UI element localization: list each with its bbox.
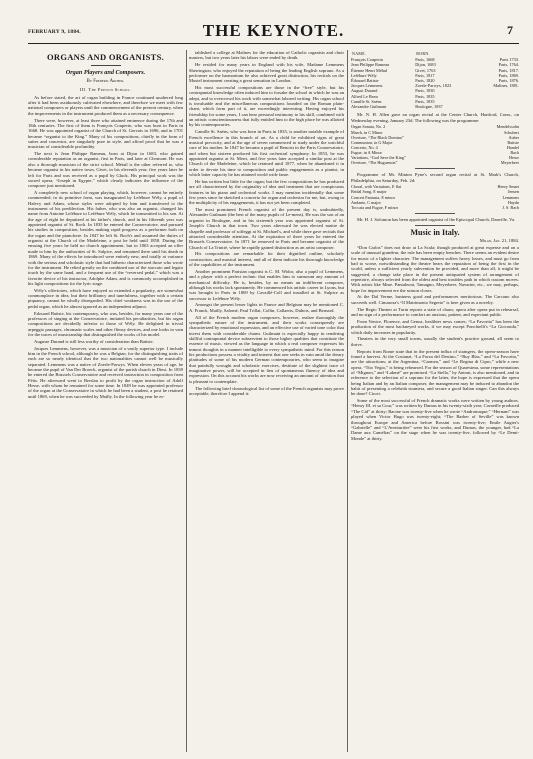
table-cell: Batiste: [507, 139, 519, 145]
article-paragraph: His compositions are remarkable for their dignified outline, scholarly construction, and musical interest, and all of them indicate his thorough knowledge of the capabilities of the instrument.: [189, 251, 344, 268]
article-paragraph: All of the French modern organ composers, however, realize thoroughly the sympathetic nature of the instrument, and their works consequently are characterized by emotional expression, and an effective use of varied tone color that invest them with considerable charm. Guilmant is especially happy in rendering skillful contrapuntal device subservient to those higher qualities that constitute the essence of music, viewed as the language in which a real composer expresses his inmost thoughts in a manner intelligible to every sympathetic mind. For this reason his productions possess a vitality and interest that one seeks in vain amid the dreary platitudes of some of his modern German contemporaries, who seem to imagine that painfully wrought and scholastic exercises, destitute of the slightest trace of imaginative power, will be accepted in lieu of spontaneous fluency of idea and expression. On this account his works are now receiving an amount of attention that is pleasant to contemplate.: [189, 314, 344, 384]
table-cell: Concerto, No. 4: [351, 144, 378, 150]
table-cell: Paris, 1817: [415, 72, 435, 78]
column-divider: [186, 50, 187, 752]
column-3: [351, 50, 519, 750]
table-cell: Étienne Henri Méhul: [351, 67, 388, 73]
solomon-note: Mr. H. J. Solomon has been appointed organist of the Episcopal Church, Danville, Va.: [357, 216, 516, 222]
article-paragraph: He has written but little for the organ; but the few compositions he has produced are all characterized by the originality of idea and treatment that are conspicuous features in his piano and orchestral works. I may mention incidentally that some few years since he sketched a concerto for organ and orchestra for me, but, owing to the multiplicity of his engagements, it has not yet been completed.: [189, 178, 344, 206]
music-in-italy-body: [351, 245, 519, 441]
table-cell: J. S. Bach: [502, 204, 519, 210]
section-rule: [415, 213, 455, 214]
organist-chronology-table: [351, 50, 519, 109]
section-rule: [415, 168, 455, 169]
column-1: [28, 50, 183, 750]
table-cell: Paris, 1835: [415, 98, 435, 104]
table-cell: Paris, 1830: [415, 88, 435, 94]
table-cell: Édouard Batiste: [351, 78, 379, 84]
table-cell: Lefébure Wély: [351, 72, 377, 78]
table-cell: Variations, “God Save the King”: [351, 154, 406, 160]
column-divider: [347, 50, 348, 752]
table-header: [476, 50, 519, 57]
music-paragraph: From Venice, Florence, and Genoa, healthier news comes; “La Favorita” has been the production of the most hackneyed works, if we may except Ponchielli's “La Gioconda,” which daily increases in popularity.: [351, 318, 519, 335]
music-in-italy-heading: Music in Italy.: [410, 228, 460, 238]
article-paragraph: His most successful compositions are those in the “free” style, but his contrapuntal knowledge often induced him to forsake the school in which he was an adept, and to overcrowd his work with somewhat labored writing. His organ school is invaluable and the miscellaneous compositions founded on the Roman plain-chant, which form part of it, are exceedingly interesting. Having enjoyed his friendship for some years, I can bear personal testimony to his skill, combined with an artistic conscientiousness that fully entitled him to the high place he was allotted by his contemporaries.: [189, 85, 344, 128]
music-paragraph: The Regio Theater at Turin reports a state of chaos; opera after opera put in rehearsal, and no sign of a performance to comfort an anxious, patient, and expectant public.: [351, 306, 519, 317]
article-paragraph: Edouard Batiste, his contemporary, who was, besides, for many years one of the professors of singing at the Conservatoire, imitated his peculiarities, but his organ compositions are decidedly inferior to those of Wély. He delighted in trivial arpeggio passages, chromatic scales and other flimsy devices, and one looks in vain for the traces of musicianship that distinguished the works of his model.: [28, 310, 183, 337]
column-1-body: [28, 95, 183, 399]
table-header: BORN.: [416, 51, 430, 56]
article-paragraph: There were, however, at least three who attained eminence during the 17th and 18th centuries. The first of them is François Couperin, who was born in Paris in 1668. He was appointed organist of the Church of St. Gervais in 1696, and in 1701 became “organist to the King.” Many of his compositions, chiefly in the form of suites and concertos, are singularly pure in style, and afford proof that he was a musician of considerable profundity.: [28, 117, 183, 150]
article-paragraph: Jacques Lemmens, however, was a musician of a vastly superior type. I include him in the French school, although he was a Belgian, for the distinguishing traits of each are so nearly identical that the two nationalities cannot well be musically separated. Lemmens was a native of Zoerle-Parwys. When eleven years of age, he became the pupil of Van Der Broeck, organist of the parish church in Diest. In 1839 he entered the Brussels Conservatoire and received instruction in composition from Fétis. He afterward went to Breslau to profit by the organ instruction of Adolf Hesse, with whom he remained for some time. In 1849 he was appointed professor of the organ at the Conservatoire in which he had been a student, a post he retained until 1869, when he was succeeded by Mailly. In the following year he es-: [28, 345, 183, 399]
article-heading: ORGANS AND ORGANISTS.: [46, 52, 165, 62]
article-paragraph: The next is Jean Philippe Rameau, born at Dijon in 1683, who gained considerable reputation as an organist, first in Paris, and later at Clermont. He was also a thorough musician of the strict school. Métail is the other referred to, who became organist in his native town, Givet, in his eleventh year; five years later he left for Paris and was received as a pupil by Gluck. His principal work was the sacred opera, “Joseph in Egypte,” which clearly indicates the influence of the composer just mentioned.: [28, 151, 183, 189]
article-paragraph: Camille St. Saëns, who was born in Paris in 1835, is another notable example of French excellence in this branch of art. As a child he exhibited signs of great musical precocity, and at the age of seven commenced to study under the watchful care of his mother. In 1847 he became a pupil of Benoist in the Paris Conservatoire, and when but sixteen produced his first orchestral symphony. In 1853, he was appointed organist at St. Merri, and five years later accepted a similar post at the Church of the Madeleine, which he retained until 1877, when he abandoned it in order to devote his time to composition and public engagements as a pianist, in which latter capacity he has attained world wide fame.: [189, 129, 344, 178]
table-header: NAME.: [352, 51, 367, 56]
article-paragraph: A completely new school of organ playing, which, however, cannot be entirely commended, in its primitive form, was inaugurated by Lefébure Wély, a pupil of Halevy and Adam, whose styles were adopted by him and transferred to the instrument of his predilection. His father, who was also an organist, changed his name from Antoine Lefébure to Lefébure Wély, which he transmitted to his son. At the age of eight he deputized at his father's church, and in his fifteenth year was appointed organist of St. Roch. In 1835 he entered the Conservatoire, and pursued his studies in composition, besides making rapid progress as a performer both on the organ and the pianoforte. In 1847 he left St. Roch's and assumed the duties of organist at the Church of the Madeleine, a post he held until 1858. During the ensuing five years he held no church appointment, but in 1863 accepted an offer made to him by the authorities of St. Sulpice, and remained there until his death in 1869. Many of the effects he introduced were entirely new, and totally at variance with the serious and scholastic style that had hitherto characterized those who wrote for the instrument. He relied greatly on the combined use of the staccato and legato touch by the same hand, and a frequent use of the “reversed pedal,” which was a favorite device of his instructor, Adolphe Adam, and is commonly accomplished in his light compositions for the lyric stage.: [28, 190, 183, 286]
table-cell: March, in C Minor: [351, 129, 383, 135]
issue-date: FEBRUARY 9, 1884.: [28, 29, 81, 35]
music-paragraph: At the Dal Verme, business good and performances meritorious. The Carcano also succeeds well. Cimarosa's “Il Matrimonio Segreto” is here given as a novelty.: [351, 294, 519, 305]
table-cell: Boulogne, 1837: [415, 104, 443, 110]
table-cell: Jensen: [507, 189, 519, 195]
dateline: Milan, Jan. 21, 1884.: [479, 237, 519, 243]
table-row: [351, 104, 519, 109]
article-byline: By Frederic Archer.: [86, 79, 125, 84]
table-cell: Fugue, in A Minor: [351, 149, 382, 155]
header-rule: [28, 43, 519, 44]
page-header: [28, 21, 519, 39]
table-cell: Dijon, 1683: [415, 62, 436, 68]
table-cell: Paris, 1820: [415, 78, 435, 84]
table-cell: Alexandre Guilmant: [351, 104, 387, 110]
article-paragraph: tablished a college at Malines for the education of Catholic organists and choir masters, but two years later his labors were ended by death.: [189, 50, 344, 61]
table-cell: [476, 104, 519, 109]
table-cell: Camille St. Saëns: [351, 98, 382, 104]
table-cell: Organ Sonata, No. 2: [351, 124, 386, 130]
article-paragraph: Wély's offertoires, which have enjoyed so extended a popularity, are somewhat commonplace in idea, but their brilliancy and tunefulness, together with a certain piquancy, cannot be wholly disregarded. His chief weakness was in the use of the pedal organ, which he almost ignored as an independent adjunct.: [28, 287, 183, 309]
pierce-programme: [351, 184, 519, 209]
allen-programme: [351, 124, 519, 165]
table-cell: Paris, 1764.: [498, 62, 519, 68]
table-cell: Choral, with Variations, E flat: [351, 184, 402, 190]
article-subheading: Organ Players and Composers.: [65, 69, 146, 76]
chapter-heading: III. The French School.: [79, 87, 132, 93]
table-cell: Givet, 1763: [415, 67, 436, 73]
column-2: [189, 50, 344, 750]
section-rule: [415, 225, 455, 226]
article-paragraph: Auguste Durand is still less worthy of consideration than Batiste.: [34, 338, 154, 344]
article-paragraph: Another prominent Parisian organist is C. M. Widor, also a pupil of Lemmens, and a player with a perfect technic that enables him to surmount any amount of mechanical difficulty. He is, besides, by no means an indifferent composer, although his works lack spontaneity. He commenced his artistic career in Lyons, but was brought to Paris in 1869 by Cavaillé-Coll and installed at St. Sulpice as successor to Lefébure Wély.: [189, 268, 344, 301]
table-cell: Mendelssohn: [496, 124, 519, 130]
table-cell: Paris, 1869.: [498, 72, 519, 78]
table-cell: Bridal Song, E major: [351, 189, 387, 195]
music-paragraph: Theaters in the very small towns, usually the student's practice ground, all seem to thrive.: [351, 336, 519, 347]
table-cell: François Couperin: [351, 57, 383, 63]
pierce-recital-intro: Programme of Mr. Minton Pyne's second organ recital at St. Mark's Church, Philadelphia, on Saturday, Feb. 2d:: [351, 172, 519, 183]
table-row: [351, 160, 519, 165]
table-cell: Paris, 1876.: [498, 78, 519, 84]
table-cell: Jacques Lemmens: [351, 83, 383, 89]
table-cell: Meyerbeer: [500, 160, 519, 166]
article-paragraph: He resided for many years in England with his wife, Madame Lemmens Sherrington, who enjoyed the reputation of being the leading English soprano. As a performer on the harmonium he also achieved great distinction, his recitals on the Mustel instrument creating a great sensation in London.: [189, 62, 344, 84]
table-cell: Overture, “The Huguenots”: [351, 160, 398, 166]
article-paragraph: Amongst the present lesser lights in France and Belgium may be mentioned C. A. Franck, Mailly, Salomé, Paul Trillat, Collin, Callaerts, Dubois, and Bernard.: [189, 302, 344, 313]
table-cell: Communion, in G Major: [351, 139, 393, 145]
column-2-body: [189, 50, 344, 396]
table-cell: Andante, C major: [351, 199, 381, 205]
table-cell: Bach: [510, 149, 519, 155]
table-cell: Henry Smart: [497, 184, 519, 190]
table-cell: Haydn: [507, 199, 519, 205]
article-paragraph: The following brief chronological list of some of the French organists may prove acceptable, therefore I append it:: [189, 385, 344, 396]
table-cell: Alfred Le Beau: [351, 93, 378, 99]
table-cell: Paris, 1817.: [498, 67, 519, 73]
heading-rule: [91, 65, 121, 66]
table-header-row: [351, 50, 519, 57]
allen-recital-intro: Mr. N. H. Allen gave an organ recital at the Center Church, Hartford, Conn., on Wednesday evening, January 23d. The following was the programme:: [351, 112, 519, 123]
table-cell: Concert Fantasia, E minor: [351, 194, 395, 200]
table-cell: Zoerle-Parwys, 1823: [415, 83, 452, 89]
table-cell: Jean Philippe Rameau: [351, 62, 390, 68]
masthead-title: THE KEYNOTE.: [202, 21, 345, 40]
table-cell: August Durand: [351, 88, 378, 94]
music-paragraph: “Don Carlos” does not draw at La Scala; though produced at great expense and on a scale of unusual grandeur, the rule has been empty benches. There seems an evident desire for music of a lighter character. The management suffers heavy losses, and must go from bad to worse, notwithstanding the theatre bears the reputation of being the first in the world, unless a sufficient yearly subvention be provided, and more than all, it might be suggested, a change take place in the present antiquated system of arrangement of repertoire, always selected from the oldest and best troubles path in which custom moves. With artists like Mme. Pantaleoni, Tamagno, Meyerbeer, Navarini, etc., we may, perhaps, hope for improvement ere the season closes.: [351, 244, 519, 293]
table-cell: Malines, 1881.: [493, 83, 519, 89]
table-cell: Toccata and Fugue, F minor: [351, 204, 399, 210]
article-paragraph: As before stated, the art of organ building in France continued unaltered long after it had been assiduously cultivated elsewhere, and therefore we meet with few national composers or players until the commencement of the present century, when the improvements in the instrument produced them as a necessary consequence.: [28, 94, 183, 116]
music-paragraph: Reports from Rome state that in the present influx of strangers, the opera-season have found a harvest. At the Costanzi, “La Forza del Destino,” “Ruy Blas,” and “La Favorita,” are the attractions; at the Argentina, “Carmen,” and “Le Regina di Cipro,” while a new opera, “Tito Vegio,” is being rehearsed. For the season of Quaresima, some representations of “Mignon,” and “Lakmé” are promised. “La Stella,” by Antoni, is also mentioned, and in reference to the selection of a soprano for the latter, the hope is expressed that the opera being Italian and by an Italian composer, the management may be induced to abandon the habit of presenting a celebrità straniera, and secure a good Italian singer. Can this always be done? Circei.: [351, 348, 519, 397]
table-cell: Auber: [508, 134, 519, 140]
table-cell: Schubert: [504, 129, 519, 135]
music-paragraph: Some of the most successful of French dramatic works were written by young authors. “Henry III. et sa Cour,” was written by Dumas in his twenty-sixth year; Corneille produced “The Cid” at thirty; Racine was twenty-five when he wrote “Andromaque;” “Hernani” was played when Victor Hugo was twenty-eight; “The Barber of Seville” was known throughout Europe and America before Rossini was twenty-five; Emile Augier's “Gabrielle” and “L'Aventurière” were his first works, and Dumas, the younger, had “La Dame aux Camélias” on the stage when he was twenty-five, followed by “Le Demi-Monde” at thirty.: [351, 398, 519, 441]
page-number: 7: [507, 23, 513, 37]
table-cell: Handel: [506, 144, 519, 150]
table-cell: Paris, 1668: [415, 57, 435, 63]
article-paragraph: The most prominent French organist of the present day is, undoubtedly, Alexander Guilmant (the best of the many pupils of Le-mens). He was the son of an organist in Boulogne, and in his sixteenth year was appointed organist of St. Joseph's Church in that town. Two years afterward he was elected maitre de chapelle and professor of solfeggi at St. Michael's, and while there gave recitals that attracted considerable attention. At the expiration of three years he entered the Brussels Conservatoire. In 1871 he removed to Paris and became organist of the Church of La Trinité, where he rapidly gained distinction as an artist composer.: [189, 207, 344, 250]
table-cell: Paris, 1835: [415, 93, 435, 99]
table-row: [351, 205, 519, 210]
table-cell: Hesse: [508, 154, 519, 160]
table-cell: Overture, “The Black Domino”: [351, 134, 404, 140]
table-cell: Paris 1733.: [499, 57, 519, 63]
table-cell: Lemmens: [502, 194, 519, 200]
